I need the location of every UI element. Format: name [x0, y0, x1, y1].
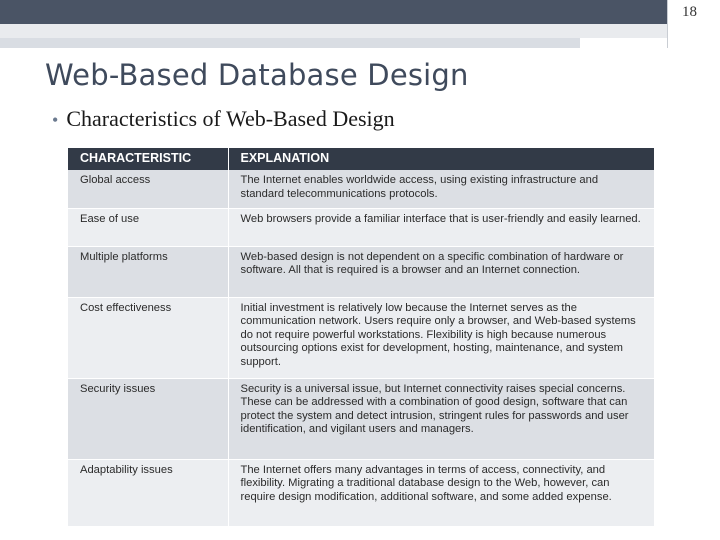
- cell-explanation: Web browsers provide a familiar interface that is user-friendly and easily learned.: [228, 208, 654, 246]
- table-row: [68, 170, 654, 208]
- table-row: [68, 246, 654, 297]
- bullet-item: [52, 106, 395, 132]
- cell-characteristic: Ease of use: [68, 208, 228, 246]
- cell-explanation: Web-based design is not dependent on a specific combination of hardware or software. All that is required is a browser and an Internet connection.: [228, 246, 654, 297]
- bullet-text: Characteristics of Web-Based Design: [66, 106, 395, 131]
- page-number: 18: [682, 4, 697, 20]
- table-row: [68, 378, 654, 459]
- cell-characteristic: Global access: [68, 170, 228, 208]
- accent-stripe-gap: [580, 38, 667, 48]
- bullet-dot-icon: •: [52, 110, 59, 130]
- cell-characteristic: Multiple platforms: [68, 246, 228, 297]
- slide-title: Web-Based Database Design: [45, 58, 469, 92]
- cell-characteristic: Security issues: [68, 378, 228, 459]
- cell-characteristic: Adaptability issues: [68, 459, 228, 526]
- top-banner: [0, 0, 720, 24]
- cell-explanation: The Internet offers many advantages in terms of access, connectivity, and flexibility. Migrating a traditional database design to the Web, however, can require design modification, additional software, and some added expense.: [228, 459, 654, 526]
- cell-explanation: The Internet enables worldwide access, using existing infrastructure and standard telecommunications protocols.: [228, 170, 654, 208]
- table-row: [68, 459, 654, 526]
- page-number-box: [667, 0, 720, 48]
- cell-characteristic: Cost effectiveness: [68, 297, 228, 378]
- table-row: [68, 297, 654, 378]
- table-row: [68, 208, 654, 246]
- header-explanation: EXPLANATION: [228, 148, 654, 170]
- characteristics-table: [68, 148, 654, 527]
- top-banner-dark: [0, 0, 667, 24]
- cell-explanation: Initial investment is relatively low because the Internet serves as the communication network. Users require only a browser, and Web-based systems do not require powerful workstations. Flexibility is high because numerous outsourcing options exist for development, hosting, maintenance, and system support.: [228, 297, 654, 378]
- table-header-row: [68, 148, 654, 170]
- accent-stripe: [0, 24, 667, 38]
- header-characteristic: CHARACTERISTIC: [68, 148, 228, 170]
- cell-explanation: Security is a universal issue, but Internet connectivity raises special concerns. These can be addressed with a combination of good design, software that can protect the system and detect intrusion, stringent rules for passwords and user identification, and vigilant users and managers.: [228, 378, 654, 459]
- accent-stripe-lower: [0, 38, 580, 48]
